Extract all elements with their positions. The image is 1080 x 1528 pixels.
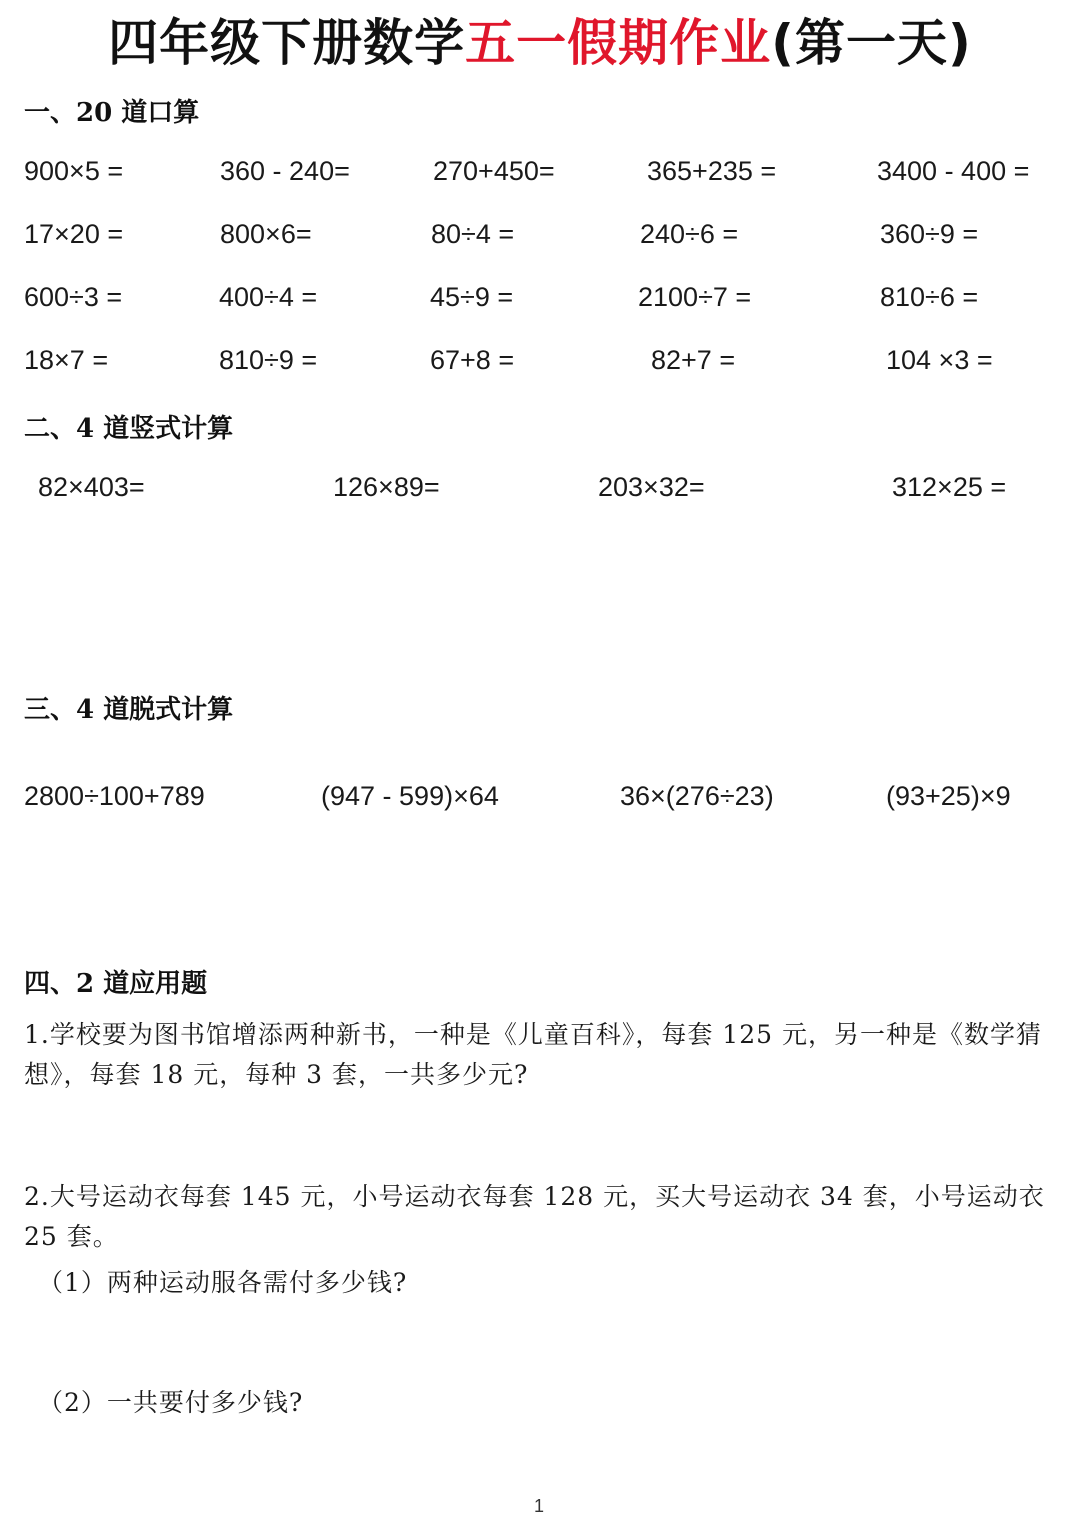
- section-vertical-calc-heading: 二、4 道竖式计算: [24, 414, 234, 444]
- vertical-problem: 82×403=: [38, 472, 145, 502]
- oral-problem: 17×20 =: [24, 219, 124, 249]
- oral-problem: 270+450=: [433, 156, 555, 186]
- oral-problem: 2100÷7 =: [638, 282, 752, 312]
- title-grade: 四年级下册数学: [108, 14, 466, 72]
- oral-problem: 800×6=: [220, 219, 312, 249]
- vertical-problem: 312×25 =: [892, 472, 1007, 502]
- vertical-problem: 203×32=: [598, 472, 705, 502]
- oral-problem: 810÷6 =: [880, 282, 979, 312]
- step-problem: 36×(276÷23): [620, 781, 774, 811]
- step-problem: (93+25)×9: [886, 781, 1011, 811]
- oral-problem: 600÷3 =: [24, 282, 123, 312]
- oral-problem: 240÷6 =: [640, 219, 739, 249]
- vertical-problem: 126×89=: [333, 472, 440, 502]
- oral-problem: 18×7 =: [24, 345, 109, 375]
- page-title: [0, 8, 1080, 78]
- oral-problem: 3400 - 400 =: [877, 156, 1030, 186]
- oral-problem: 82+7 =: [651, 345, 736, 375]
- word-problem-1: 1.学校要为图书馆增添两种新书，一种是《儿童百科》，每套 125 元，另一种是《数学猜想》，每套 18 元，每种 3 套，一共多少元?: [24, 1020, 1042, 1089]
- oral-problem: 80÷4 =: [431, 219, 515, 249]
- oral-problem: 400÷4 =: [219, 282, 318, 312]
- oral-problem: 810÷9 =: [219, 345, 318, 375]
- section-step-calc-heading: 三、4 道脱式计算: [24, 695, 234, 725]
- oral-problem: 365+235 =: [647, 156, 777, 186]
- page-number: 1: [534, 1496, 545, 1516]
- section-word-problems-heading: 四、2 道应用题: [24, 969, 208, 999]
- step-problem: (947 - 599)×64: [321, 781, 499, 811]
- word-problem-2-part-2: （2）一共要付多少钱?: [38, 1388, 304, 1417]
- section-oral-calc-heading: 一、20 道口算: [24, 98, 200, 128]
- oral-problem: 104 ×3 =: [886, 345, 993, 375]
- word-problem-2: 2.大号运动衣每套 145 元，小号运动衣每套 128 元，买大号运动衣 34 套，小号运动衣 25 套。: [24, 1182, 1045, 1251]
- oral-problem: 45÷9 =: [430, 282, 514, 312]
- oral-problem: 360 - 240=: [220, 156, 350, 186]
- title-homework: 五一假期作业: [465, 14, 772, 72]
- step-problem: 2800÷100+789: [24, 781, 205, 811]
- oral-problem: 360÷9 =: [880, 219, 979, 249]
- title-day: (第一天): [771, 14, 972, 72]
- oral-problem: 67+8 =: [430, 345, 515, 375]
- oral-problem: 900×5 =: [24, 156, 124, 186]
- word-problem-2-part-1: （1）两种运动服各需付多少钱?: [38, 1268, 408, 1297]
